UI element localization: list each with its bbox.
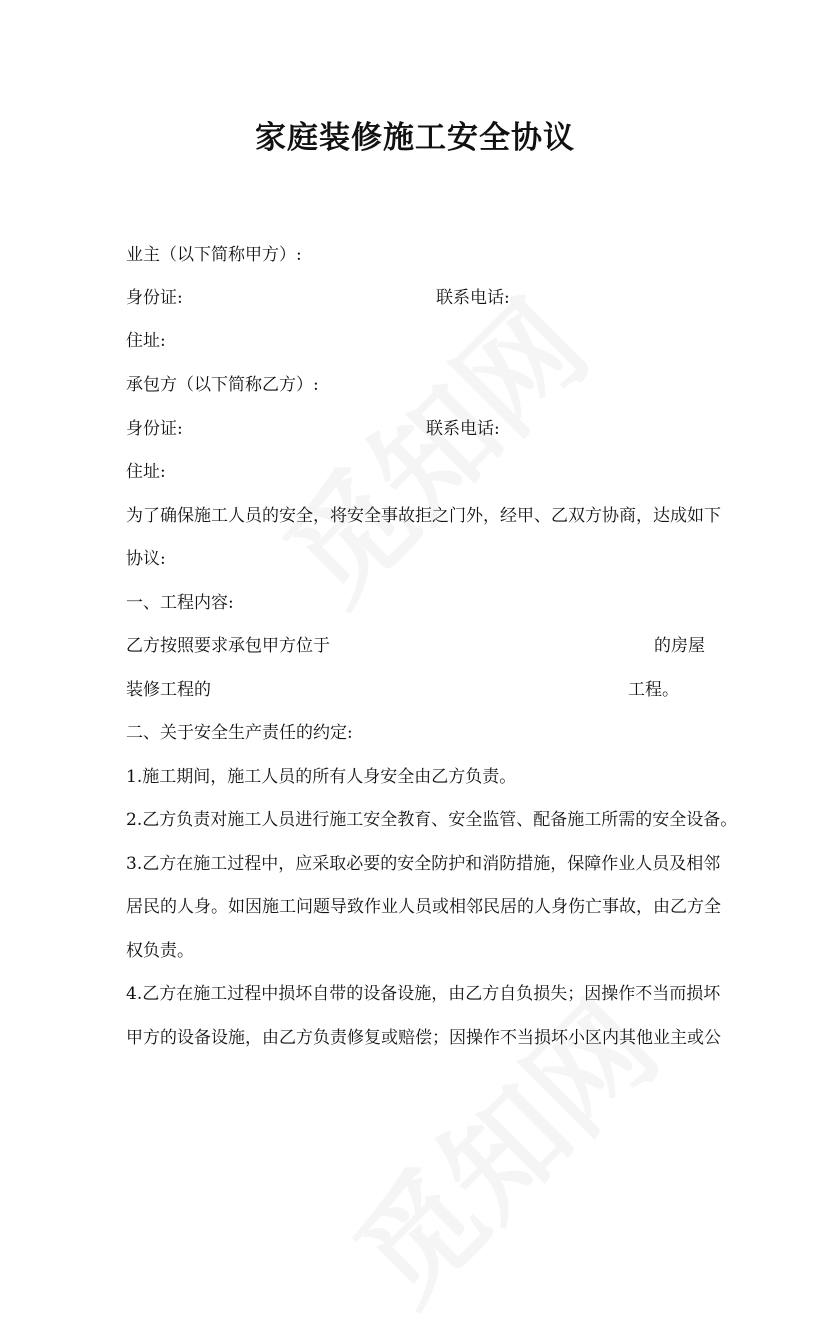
section1-text: 装修工程的 <box>126 680 211 700</box>
clause-text: 4.乙方在施工过程中损坏自带的设备设施，由乙方自负损失；因操作不当而损坏 <box>126 984 721 1004</box>
watermark <box>312 958 688 1334</box>
clause-text: 权负责。 <box>126 941 194 961</box>
section-heading: 二、关于安全生产责任的约定: <box>126 723 353 743</box>
party-b-label: 承包方（以下简称乙方）: <box>126 375 319 395</box>
party-a-id-label: 身份证: <box>126 288 183 308</box>
intro-paragraph: 为了确保施工人员的安全，将安全事故拒之门外，经甲、乙双方协商，达成如下 <box>126 506 721 526</box>
party-b-id-label: 身份证: <box>126 419 183 439</box>
party-a-phone-label: 联系电话: <box>436 288 510 308</box>
section-heading: 一、工程内容: <box>126 593 234 613</box>
intro-paragraph: 协议: <box>126 549 166 569</box>
party-a-address-label: 住址: <box>126 331 166 351</box>
party-a-label: 业主（以下简称甲方）: <box>126 245 302 265</box>
watermark <box>242 258 618 634</box>
document-title: 家庭装修施工安全协议 <box>255 120 575 156</box>
party-b-phone-label: 联系电话: <box>426 419 500 439</box>
party-b-address-label: 住址: <box>126 462 166 482</box>
section1-text: 乙方按照要求承包甲方位于 <box>126 636 330 656</box>
clause-text: 甲方的设备设施，由乙方负责修复或赔偿；因操作不当损坏小区内其他业主或公 <box>126 1028 721 1048</box>
section1-text: 工程。 <box>628 680 679 700</box>
clause-text: 2.乙方负责对施工人员进行施工安全教育、安全监管、配备施工所需的安全设备。 <box>126 810 738 830</box>
clause-text: 居民的人身。如因施工问题导致作业人员或相邻民居的人身伤亡事故，由乙方全 <box>126 897 721 917</box>
section1-text: 的房屋 <box>654 636 705 656</box>
clause-text: 1.施工期间，施工人员的所有人身安全由乙方负责。 <box>126 767 517 787</box>
clause-text: 3.乙方在施工过程中，应采取必要的安全防护和消防措施，保障作业人员及相邻 <box>126 854 721 874</box>
